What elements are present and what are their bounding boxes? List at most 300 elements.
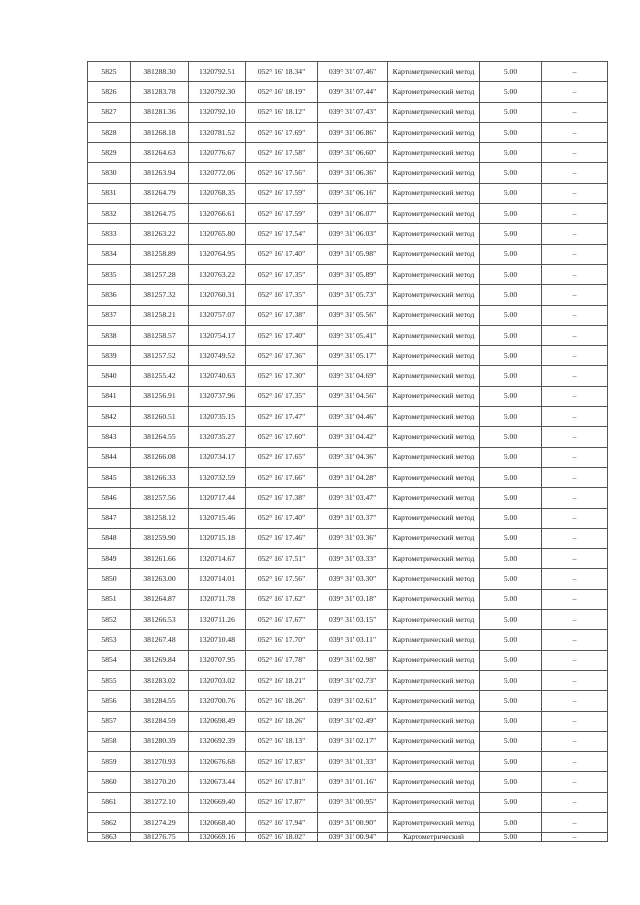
coordinate-x-cell: 381288.30 [131, 62, 189, 82]
table-row [88, 325, 608, 345]
point-number-cell: 5827 [88, 102, 131, 122]
method-cell: Картометрический метод [388, 467, 480, 487]
point-number-cell: 5839 [88, 346, 131, 366]
coordinate-x-cell: 381283.02 [131, 670, 189, 690]
coordinate-y-cell: 1320734.17 [189, 447, 246, 467]
longitude-cell: 039° 31' 03.37" [318, 508, 388, 528]
latitude-cell: 052° 16' 17.94" [246, 812, 318, 832]
method-cell: Картометрический метод [388, 244, 480, 264]
method-cell: Картометрический метод [388, 183, 480, 203]
longitude-cell: 039° 31' 00.95" [318, 792, 388, 812]
note-cell: – [542, 528, 608, 548]
coordinate-x-cell: 381257.28 [131, 264, 189, 284]
latitude-cell: 052° 16' 17.47" [246, 407, 318, 427]
longitude-cell: 039° 31' 04.56" [318, 386, 388, 406]
table-row [88, 102, 608, 122]
coordinate-x-cell: 381264.75 [131, 204, 189, 224]
accuracy-cell: 5.00 [480, 102, 542, 122]
method-cell: Картометрический метод [388, 670, 480, 690]
longitude-cell: 039° 31' 04.36" [318, 447, 388, 467]
coordinate-y-cell: 1320703.02 [189, 670, 246, 690]
coordinate-x-cell: 381276.75 [131, 833, 189, 842]
note-cell: – [542, 630, 608, 650]
point-number-cell: 5858 [88, 731, 131, 751]
longitude-cell: 039° 31' 05.41" [318, 325, 388, 345]
table-row [88, 569, 608, 589]
latitude-cell: 052° 16' 17.46" [246, 528, 318, 548]
method-cell: Картометрический метод [388, 569, 480, 589]
table-row [88, 224, 608, 244]
note-cell: – [542, 346, 608, 366]
coordinate-x-cell: 381268.18 [131, 122, 189, 142]
method-cell: Картометрический метод [388, 305, 480, 325]
coordinate-x-cell: 381270.20 [131, 772, 189, 792]
coordinate-x-cell: 381280.39 [131, 731, 189, 751]
method-cell: Картометрический метод [388, 772, 480, 792]
coordinate-y-cell: 1320673.44 [189, 772, 246, 792]
coordinate-x-cell: 381259.90 [131, 528, 189, 548]
longitude-cell: 039° 31' 03.36" [318, 528, 388, 548]
coordinate-x-cell: 381257.52 [131, 346, 189, 366]
table-row [88, 488, 608, 508]
point-number-cell: 5863 [88, 833, 131, 842]
coordinate-y-cell: 1320676.68 [189, 752, 246, 772]
method-cell: Картометрический метод [388, 285, 480, 305]
latitude-cell: 052° 16' 17.59" [246, 183, 318, 203]
coordinate-x-cell: 381270.93 [131, 752, 189, 772]
point-number-cell: 5826 [88, 82, 131, 102]
longitude-cell: 039° 31' 00.90" [318, 812, 388, 832]
coordinate-y-cell: 1320735.15 [189, 407, 246, 427]
table-row [88, 143, 608, 163]
note-cell: – [542, 670, 608, 690]
longitude-cell: 039° 31' 00.94" [318, 833, 388, 842]
coordinate-y-cell: 1320711.26 [189, 610, 246, 630]
point-number-cell: 5833 [88, 224, 131, 244]
coordinate-y-cell: 1320754.17 [189, 325, 246, 345]
method-cell: Картометрический метод [388, 447, 480, 467]
coordinate-y-cell: 1320766.61 [189, 204, 246, 224]
method-cell: Картометрический метод [388, 264, 480, 284]
coordinate-x-cell: 381255.42 [131, 366, 189, 386]
coordinate-y-cell: 1320715.18 [189, 528, 246, 548]
accuracy-cell: 5.00 [480, 224, 542, 244]
table-row [88, 285, 608, 305]
latitude-cell: 052° 16' 17.58" [246, 143, 318, 163]
note-cell: – [542, 447, 608, 467]
note-cell: – [542, 488, 608, 508]
note-cell: – [542, 833, 608, 842]
coordinate-x-cell: 381258.21 [131, 305, 189, 325]
accuracy-cell: 5.00 [480, 285, 542, 305]
coordinate-x-cell: 381267.48 [131, 630, 189, 650]
coordinate-x-cell: 381258.57 [131, 325, 189, 345]
accuracy-cell: 5.00 [480, 82, 542, 102]
latitude-cell: 052° 16' 17.69" [246, 122, 318, 142]
method-cell: Картометрический метод [388, 62, 480, 82]
method-cell: Картометрический метод [388, 224, 480, 244]
table-row [88, 366, 608, 386]
note-cell: – [542, 386, 608, 406]
point-number-cell: 5852 [88, 610, 131, 630]
note-cell: – [542, 102, 608, 122]
longitude-cell: 039° 31' 01.33" [318, 752, 388, 772]
latitude-cell: 052° 16' 17.40" [246, 325, 318, 345]
table-row [88, 772, 608, 792]
longitude-cell: 039° 31' 02.49" [318, 711, 388, 731]
coordinate-x-cell: 381258.89 [131, 244, 189, 264]
latitude-cell: 052° 16' 17.70" [246, 630, 318, 650]
accuracy-cell: 5.00 [480, 691, 542, 711]
accuracy-cell: 5.00 [480, 630, 542, 650]
note-cell: – [542, 366, 608, 386]
longitude-cell: 039° 31' 07.44" [318, 82, 388, 102]
method-cell: Картометрический метод [388, 407, 480, 427]
latitude-cell: 052° 16' 18.12" [246, 102, 318, 122]
coordinate-x-cell: 381283.78 [131, 82, 189, 102]
longitude-cell: 039° 31' 03.47" [318, 488, 388, 508]
table-row [88, 82, 608, 102]
longitude-cell: 039° 31' 04.69" [318, 366, 388, 386]
coordinate-y-cell: 1320711.78 [189, 589, 246, 609]
point-number-cell: 5860 [88, 772, 131, 792]
note-cell: – [542, 82, 608, 102]
note-cell: – [542, 244, 608, 264]
point-number-cell: 5849 [88, 549, 131, 569]
table-row [88, 244, 608, 264]
point-number-cell: 5830 [88, 163, 131, 183]
note-cell: – [542, 407, 608, 427]
longitude-cell: 039° 31' 04.42" [318, 427, 388, 447]
table-row [88, 386, 608, 406]
table-row [88, 711, 608, 731]
longitude-cell: 039° 31' 04.46" [318, 407, 388, 427]
method-cell: Картометрический метод [388, 346, 480, 366]
latitude-cell: 052° 16' 17.40" [246, 508, 318, 528]
coordinate-x-cell: 381266.33 [131, 467, 189, 487]
table-row [88, 204, 608, 224]
method-cell: Картометрический метод [388, 731, 480, 751]
table-row [88, 346, 608, 366]
accuracy-cell: 5.00 [480, 670, 542, 690]
note-cell: – [542, 569, 608, 589]
point-number-cell: 5853 [88, 630, 131, 650]
longitude-cell: 039° 31' 04.28" [318, 467, 388, 487]
note-cell: – [542, 467, 608, 487]
latitude-cell: 052° 16' 17.36" [246, 346, 318, 366]
coordinate-y-cell: 1320792.30 [189, 82, 246, 102]
table-row [88, 447, 608, 467]
accuracy-cell: 5.00 [480, 143, 542, 163]
table-row [88, 305, 608, 325]
latitude-cell: 052° 16' 17.51" [246, 549, 318, 569]
accuracy-cell: 5.00 [480, 589, 542, 609]
accuracy-cell: 5.00 [480, 488, 542, 508]
point-number-cell: 5837 [88, 305, 131, 325]
point-number-cell: 5848 [88, 528, 131, 548]
point-number-cell: 5838 [88, 325, 131, 345]
coordinate-x-cell: 381263.00 [131, 569, 189, 589]
method-cell: Картометрический метод [388, 427, 480, 447]
note-cell: – [542, 122, 608, 142]
longitude-cell: 039° 31' 01.16" [318, 772, 388, 792]
coordinate-y-cell: 1320668.40 [189, 812, 246, 832]
longitude-cell: 039° 31' 06.07" [318, 204, 388, 224]
coordinate-y-cell: 1320792.10 [189, 102, 246, 122]
accuracy-cell: 5.00 [480, 386, 542, 406]
coordinate-x-cell: 381258.12 [131, 508, 189, 528]
note-cell: – [542, 508, 608, 528]
latitude-cell: 052° 16' 17.59" [246, 204, 318, 224]
longitude-cell: 039° 31' 06.36" [318, 163, 388, 183]
coordinate-y-cell: 1320669.16 [189, 833, 246, 842]
coordinate-y-cell: 1320732.59 [189, 467, 246, 487]
latitude-cell: 052° 16' 17.83" [246, 752, 318, 772]
note-cell: – [542, 731, 608, 751]
accuracy-cell: 5.00 [480, 467, 542, 487]
latitude-cell: 052° 16' 17.78" [246, 650, 318, 670]
coordinate-x-cell: 381264.79 [131, 183, 189, 203]
table-row [88, 528, 608, 548]
latitude-cell: 052° 16' 17.30" [246, 366, 318, 386]
point-number-cell: 5825 [88, 62, 131, 82]
coordinate-y-cell: 1320764.95 [189, 244, 246, 264]
coordinate-y-cell: 1320700.76 [189, 691, 246, 711]
table-row [88, 183, 608, 203]
coordinate-y-cell: 1320792.51 [189, 62, 246, 82]
latitude-cell: 052° 16' 18.19" [246, 82, 318, 102]
method-cell: Картометрический [388, 833, 480, 842]
coordinate-y-cell: 1320737.96 [189, 386, 246, 406]
table-row [88, 610, 608, 630]
table-row [88, 691, 608, 711]
method-cell: Картометрический метод [388, 204, 480, 224]
coordinate-y-cell: 1320768.35 [189, 183, 246, 203]
accuracy-cell: 5.00 [480, 325, 542, 345]
coordinate-y-cell: 1320717.44 [189, 488, 246, 508]
longitude-cell: 039° 31' 05.17" [318, 346, 388, 366]
accuracy-cell: 5.00 [480, 812, 542, 832]
longitude-cell: 039° 31' 03.18" [318, 589, 388, 609]
table-row [88, 792, 608, 812]
accuracy-cell: 5.00 [480, 62, 542, 82]
longitude-cell: 039° 31' 06.03" [318, 224, 388, 244]
method-cell: Картометрический метод [388, 82, 480, 102]
latitude-cell: 052° 16' 17.38" [246, 305, 318, 325]
accuracy-cell: 5.00 [480, 650, 542, 670]
point-number-cell: 5859 [88, 752, 131, 772]
longitude-cell: 039° 31' 06.16" [318, 183, 388, 203]
latitude-cell: 052° 16' 17.67" [246, 610, 318, 630]
latitude-cell: 052° 16' 17.35" [246, 386, 318, 406]
longitude-cell: 039° 31' 03.30" [318, 569, 388, 589]
coordinate-x-cell: 381260.51 [131, 407, 189, 427]
coordinate-x-cell: 381264.55 [131, 427, 189, 447]
latitude-cell: 052° 16' 18.26" [246, 711, 318, 731]
table-row [88, 508, 608, 528]
note-cell: – [542, 610, 608, 630]
point-number-cell: 5845 [88, 467, 131, 487]
table-row [88, 650, 608, 670]
table-row [88, 62, 608, 82]
accuracy-cell: 5.00 [480, 264, 542, 284]
point-number-cell: 5844 [88, 447, 131, 467]
accuracy-cell: 5.00 [480, 305, 542, 325]
note-cell: – [542, 305, 608, 325]
latitude-cell: 052° 16' 18.34" [246, 62, 318, 82]
table-row [88, 752, 608, 772]
point-number-cell: 5857 [88, 711, 131, 731]
method-cell: Картометрический метод [388, 508, 480, 528]
note-cell: – [542, 143, 608, 163]
point-number-cell: 5831 [88, 183, 131, 203]
method-cell: Картометрический метод [388, 630, 480, 650]
table-row [88, 833, 608, 842]
accuracy-cell: 5.00 [480, 427, 542, 447]
latitude-cell: 052° 16' 17.87" [246, 792, 318, 812]
method-cell: Картометрический метод [388, 122, 480, 142]
point-number-cell: 5829 [88, 143, 131, 163]
point-number-cell: 5842 [88, 407, 131, 427]
coordinate-y-cell: 1320757.07 [189, 305, 246, 325]
coordinate-y-cell: 1320749.52 [189, 346, 246, 366]
note-cell: – [542, 62, 608, 82]
longitude-cell: 039° 31' 05.89" [318, 264, 388, 284]
method-cell: Картометрический метод [388, 610, 480, 630]
latitude-cell: 052° 16' 17.66" [246, 467, 318, 487]
accuracy-cell: 5.00 [480, 204, 542, 224]
coordinate-x-cell: 381257.32 [131, 285, 189, 305]
longitude-cell: 039° 31' 02.98" [318, 650, 388, 670]
point-number-cell: 5836 [88, 285, 131, 305]
latitude-cell: 052° 16' 18.21" [246, 670, 318, 690]
coordinate-x-cell: 381264.63 [131, 143, 189, 163]
coordinate-y-cell: 1320715.46 [189, 508, 246, 528]
accuracy-cell: 5.00 [480, 508, 542, 528]
accuracy-cell: 5.00 [480, 244, 542, 264]
accuracy-cell: 5.00 [480, 731, 542, 751]
point-number-cell: 5840 [88, 366, 131, 386]
method-cell: Картометрический метод [388, 386, 480, 406]
accuracy-cell: 5.00 [480, 163, 542, 183]
point-number-cell: 5856 [88, 691, 131, 711]
method-cell: Картометрический метод [388, 650, 480, 670]
note-cell: – [542, 204, 608, 224]
longitude-cell: 039° 31' 05.73" [318, 285, 388, 305]
point-number-cell: 5834 [88, 244, 131, 264]
table-row [88, 670, 608, 690]
coordinate-y-cell: 1320714.67 [189, 549, 246, 569]
longitude-cell: 039° 31' 03.15" [318, 610, 388, 630]
note-cell: – [542, 650, 608, 670]
note-cell: – [542, 427, 608, 447]
coordinate-y-cell: 1320781.52 [189, 122, 246, 142]
method-cell: Картометрический метод [388, 163, 480, 183]
latitude-cell: 052° 16' 17.40" [246, 244, 318, 264]
coordinate-y-cell: 1320698.49 [189, 711, 246, 731]
point-number-cell: 5861 [88, 792, 131, 812]
point-number-cell: 5862 [88, 812, 131, 832]
coordinate-y-cell: 1320714.01 [189, 569, 246, 589]
accuracy-cell: 5.00 [480, 833, 542, 842]
latitude-cell: 052° 16' 18.02" [246, 833, 318, 842]
coordinate-x-cell: 381269.84 [131, 650, 189, 670]
table-row [88, 163, 608, 183]
longitude-cell: 039° 31' 03.11" [318, 630, 388, 650]
accuracy-cell: 5.00 [480, 346, 542, 366]
coordinate-x-cell: 381284.59 [131, 711, 189, 731]
table-row [88, 812, 608, 832]
method-cell: Картометрический метод [388, 812, 480, 832]
method-cell: Картометрический метод [388, 589, 480, 609]
table-row [88, 407, 608, 427]
method-cell: Картометрический метод [388, 691, 480, 711]
note-cell: – [542, 589, 608, 609]
note-cell: – [542, 812, 608, 832]
coordinate-y-cell: 1320765.80 [189, 224, 246, 244]
method-cell: Картометрический метод [388, 549, 480, 569]
coordinate-y-cell: 1320669.40 [189, 792, 246, 812]
coordinate-x-cell: 381266.53 [131, 610, 189, 630]
longitude-cell: 039° 31' 07.46" [318, 62, 388, 82]
longitude-cell: 039° 31' 05.56" [318, 305, 388, 325]
point-number-cell: 5843 [88, 427, 131, 447]
longitude-cell: 039° 31' 03.33" [318, 549, 388, 569]
accuracy-cell: 5.00 [480, 711, 542, 731]
coordinate-x-cell: 381256.91 [131, 386, 189, 406]
method-cell: Картометрический метод [388, 102, 480, 122]
coordinate-x-cell: 381284.55 [131, 691, 189, 711]
coordinate-y-cell: 1320772.06 [189, 163, 246, 183]
method-cell: Картометрический метод [388, 325, 480, 345]
note-cell: – [542, 285, 608, 305]
method-cell: Картометрический метод [388, 752, 480, 772]
accuracy-cell: 5.00 [480, 772, 542, 792]
note-cell: – [542, 163, 608, 183]
latitude-cell: 052° 16' 17.54" [246, 224, 318, 244]
latitude-cell: 052° 16' 18.13" [246, 731, 318, 751]
method-cell: Картометрический метод [388, 792, 480, 812]
note-cell: – [542, 792, 608, 812]
coordinate-y-cell: 1320692.39 [189, 731, 246, 751]
note-cell: – [542, 691, 608, 711]
point-number-cell: 5841 [88, 386, 131, 406]
point-number-cell: 5835 [88, 264, 131, 284]
accuracy-cell: 5.00 [480, 183, 542, 203]
method-cell: Картометрический метод [388, 366, 480, 386]
latitude-cell: 052° 16' 17.81" [246, 772, 318, 792]
longitude-cell: 039° 31' 02.61" [318, 691, 388, 711]
table-row [88, 264, 608, 284]
method-cell: Картометрический метод [388, 711, 480, 731]
latitude-cell: 052° 16' 17.60" [246, 427, 318, 447]
accuracy-cell: 5.00 [480, 122, 542, 142]
latitude-cell: 052° 16' 17.56" [246, 163, 318, 183]
point-number-cell: 5846 [88, 488, 131, 508]
coordinate-y-cell: 1320776.67 [189, 143, 246, 163]
note-cell: – [542, 325, 608, 345]
longitude-cell: 039° 31' 05.98" [318, 244, 388, 264]
accuracy-cell: 5.00 [480, 569, 542, 589]
note-cell: – [542, 224, 608, 244]
latitude-cell: 052° 16' 18.26" [246, 691, 318, 711]
accuracy-cell: 5.00 [480, 752, 542, 772]
note-cell: – [542, 183, 608, 203]
note-cell: – [542, 711, 608, 731]
accuracy-cell: 5.00 [480, 407, 542, 427]
coordinate-x-cell: 381263.22 [131, 224, 189, 244]
coordinate-y-cell: 1320735.27 [189, 427, 246, 447]
